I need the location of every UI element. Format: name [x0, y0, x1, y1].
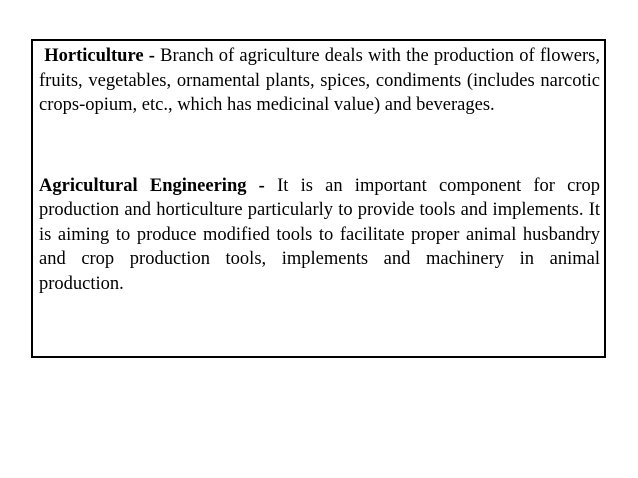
definition-text-horticulture: Branch of agriculture deals with the production of flowers, fruits, vegetables, ornamental plants, spices, condiments (includes narcotic crops-opium, etc., which has medicinal value) and beverages. [39, 46, 601, 115]
definition-agricultural-engineering [39, 174, 600, 297]
definitions-box [31, 39, 606, 358]
term-horticulture: Horticulture - [44, 46, 155, 66]
definition-horticulture [39, 44, 600, 118]
term-agricultural-engineering: Agricultural Engineering - [39, 175, 265, 196]
definition-text-agricultural-engineering: It is an important component for crop production and horticulture particularly to provide tools and implements. It is aiming to produce modified tools to facilitate proper animal husbandry and crop production tools, implements and machinery in animal production. [39, 175, 601, 294]
